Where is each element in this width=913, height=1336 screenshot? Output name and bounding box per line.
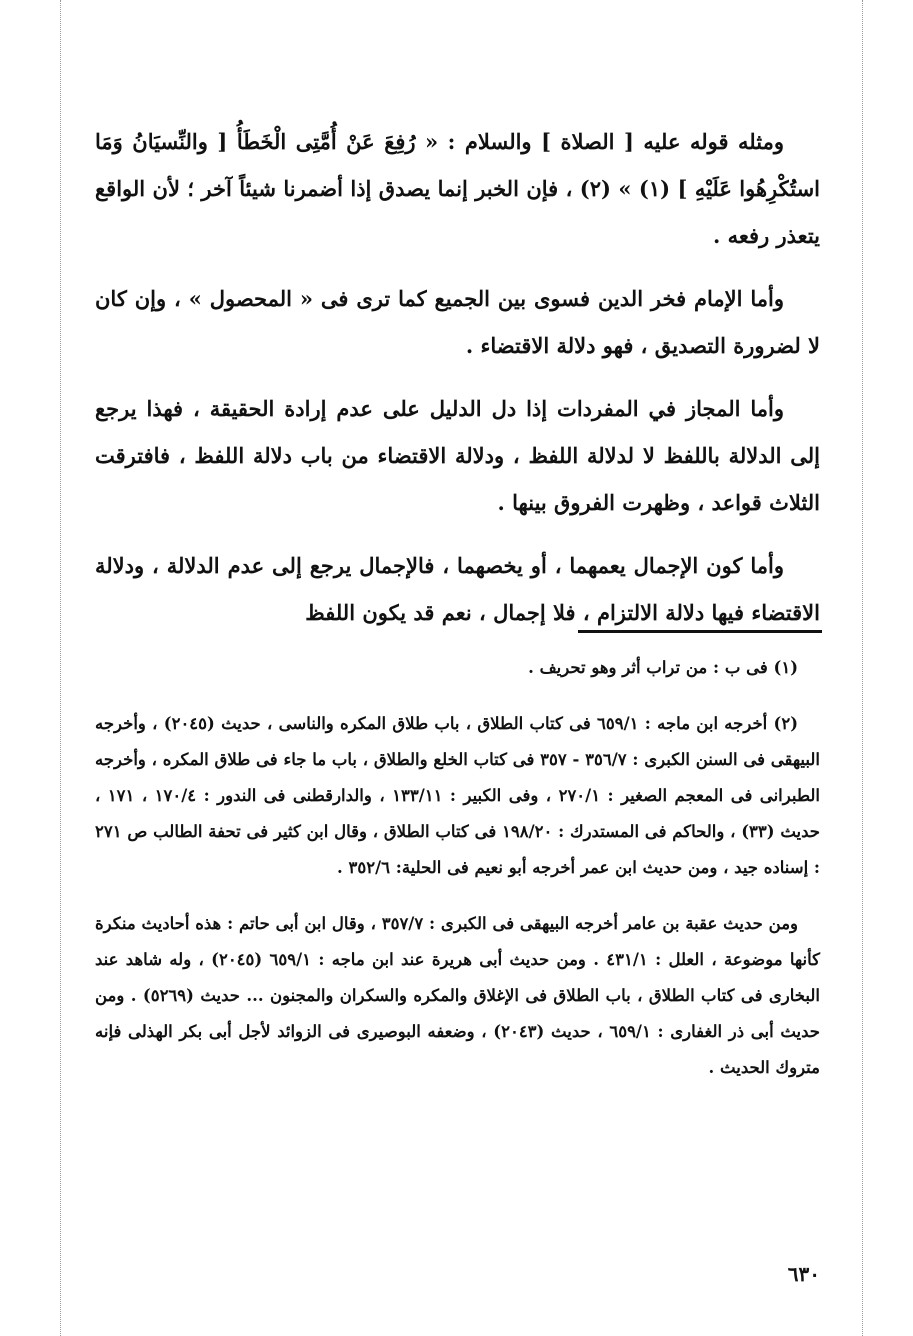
paragraph: وأما الإمام فخر الدين فسوى بين الجميع كما ترى فى « المحصول » ، وإن كان لا لضرورة التصديق ، فهو دلالة الاقتضاء .: [95, 286, 820, 358]
footnote-separator: [578, 630, 822, 633]
main-text: [95, 118, 820, 652]
footnote: (٢) أخرجه ابن ماجه : ٦٥٩/١ فى كتاب الطلاق ، باب طلاق المكره والناسى ، حديث (٢٠٤٥) ، وأخرجه البيهقى فى السنن الكبرى : ٣٥٦/٧ - ٣٥٧ فى كتاب الخلع والطلاق ، باب ما جاء فى طلاق المكره ، وأخرجه الطبرانى فى المعجم الصغير : ٢٧٠/١ ، وفى الكبير : ١٣٣/١١ ، والدارقطنى فى الندور : ١٧٠/٤ ، ١٧١ ، حديث (٣٣) ، والحاكم فى المستدرك : ١٩٨/٢٠ فى كتاب الطلاق ، وقال ابن كثير فى تحفة الطالب ص ٢٧١ : إسناده جيد ، ومن حديث ابن عمر أخرجه أبو نعيم فى الحلية: ٣٥٢/٦ .: [95, 714, 820, 877]
scan-margin-right: [862, 0, 863, 1336]
footnote: (١) فى ب : من تراب أثر وهو تحريف .: [528, 658, 798, 677]
footnotes: [95, 650, 820, 1106]
footnote: ومن حديث عقبة بن عامر أخرجه البيهقى فى الكبرى : ٣٥٧/٧ ، وقال ابن أبى حاتم : هذه أحاديث منكرة كأنها موضوعة ، العلل : ٤٣١/١ . ومن حديث أبى هريرة عند ابن ماجه : ٦٥٩/١ (٢٠٤٥) ، وله شاهد عند البخارى فى كتاب الطلاق ، باب الطلاق فى الإغلاق والمكره والسكران والمجنون ... حديث (٥٢٦٩) . ومن حديث أبى ذر الغفارى : ٦٥٩/١ ، حديث (٢٠٤٣) ، وضعفه البوصيرى فى الزوائد لأجل أبى بكر الهذلى فإنه متروك الحديث .: [95, 914, 820, 1077]
page-number: ٦٣٠: [787, 1262, 820, 1286]
scan-margin-left: [60, 0, 61, 1336]
paragraph: ومثله قوله عليه [ الصلاة ] والسلام : « رُفِعَ عَنْ أُمَّتِى الْخَطَأُ [ والنِّسيَانُ وَمَا استُكْرِهُوا عَلَيْهِ ] (١) » (٢) ، فإن الخبر إنما يصدق إذا أضمرنا شيئاً آخر ؛ لأن الواقع يتعذر رفعه .: [95, 129, 821, 248]
paragraph: وأما المجاز في المفردات إذا دل الدليل على عدم إرادة الحقيقة ، فهذا يرجع إلى الدلالة باللفظ لا لدلالة اللفظ ، ودلالة الاقتضاء من باب دلالة اللفظ ، فافترقت الثلاث قواعد ، وظهرت الفروق بينها .: [95, 396, 820, 515]
paragraph: وأما كون الإجمال يعمهما ، أو يخصهما ، فالإجمال يرجع إلى عدم الدلالة ، ودلالة الاقتضاء فيها دلالة الالتزام ، فلا إجمال ، نعم قد يكون اللفظ: [95, 553, 820, 625]
